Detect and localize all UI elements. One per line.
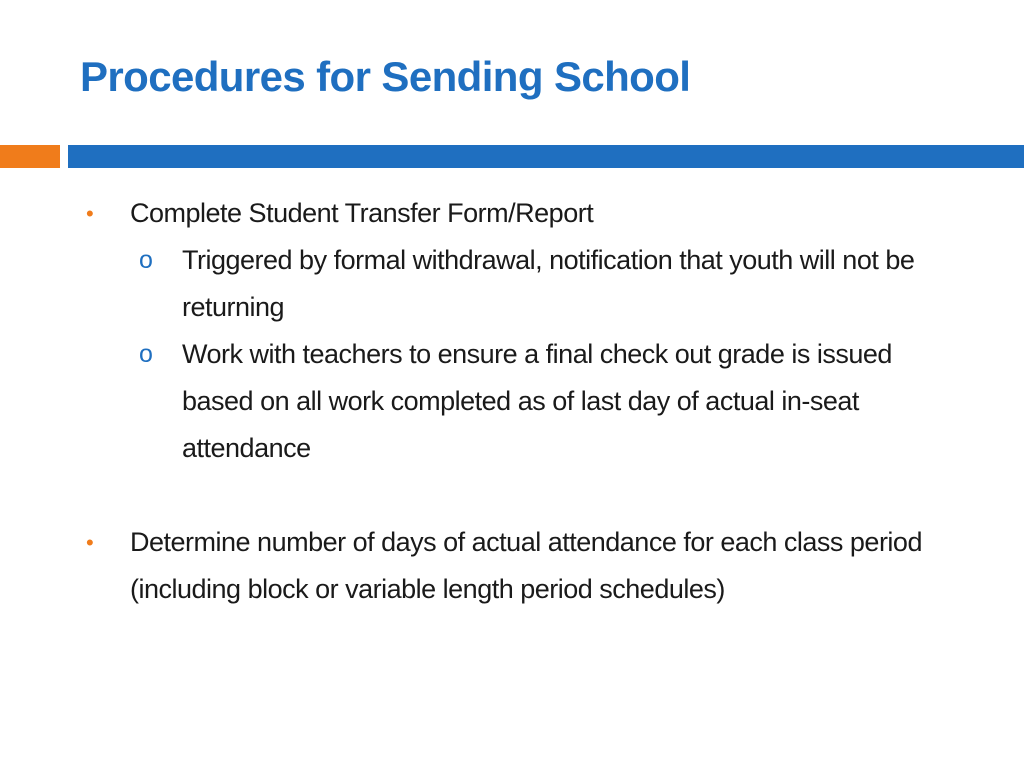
accent-bar-blue bbox=[68, 145, 1024, 168]
bullet-marker-icon: • bbox=[86, 201, 94, 226]
sub-bullet-item bbox=[0, 331, 962, 472]
sub-bullet-text: Work with teachers to ensure a final check out grade is issued based on all work completed as of last day of actual in-seat attendance bbox=[182, 339, 892, 463]
accent-bar-orange bbox=[0, 145, 60, 168]
sub-bullet-marker-icon: o bbox=[139, 246, 153, 274]
bullet-text: Complete Student Transfer Form/Report bbox=[130, 198, 594, 228]
slide-title: Procedures for Sending School bbox=[80, 53, 691, 100]
bullet-item bbox=[0, 519, 950, 613]
bullet-text: Determine number of days of actual attendance for each class period (including block or variable length period schedules) bbox=[130, 527, 922, 604]
sub-bullet-text: Triggered by formal withdrawal, notification that youth will not be returning bbox=[182, 245, 915, 322]
bullet-marker-icon: • bbox=[86, 530, 94, 555]
spacer bbox=[0, 472, 1024, 519]
bullet-item bbox=[0, 190, 950, 237]
sub-bullet-item bbox=[0, 237, 962, 331]
slide-content bbox=[0, 190, 1024, 613]
sub-bullet-marker-icon: o bbox=[139, 340, 153, 368]
